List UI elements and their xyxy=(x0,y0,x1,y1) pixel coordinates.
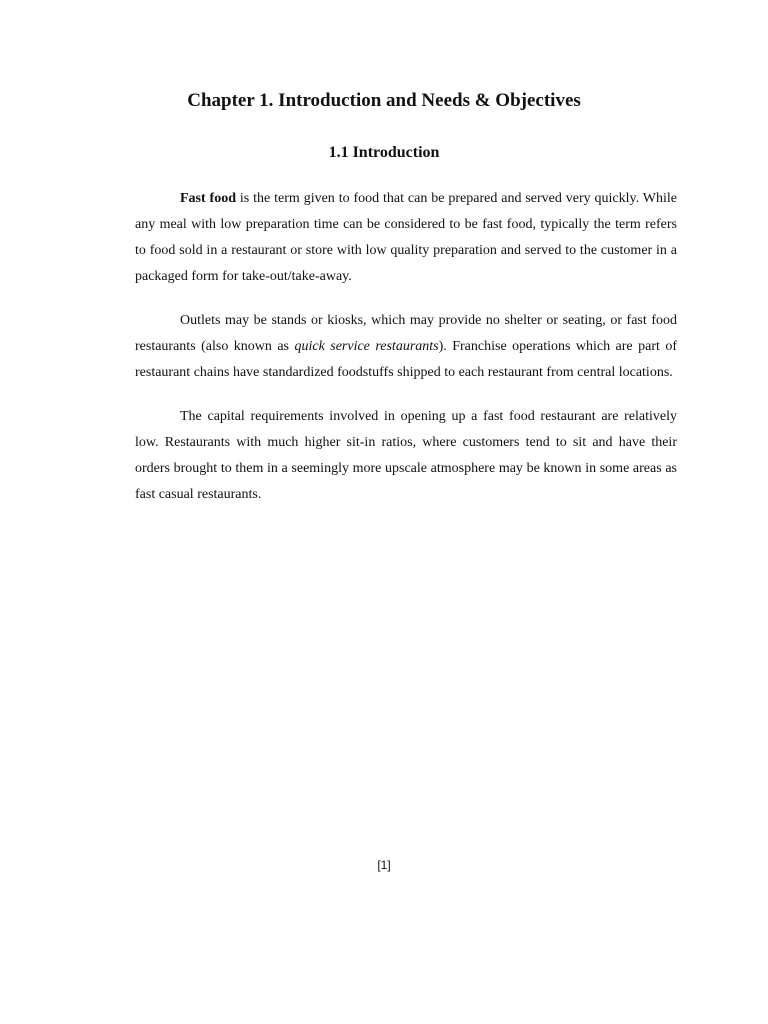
paragraph-capital-requirements-text: The capital requirements involved in opening up a fast food restaurant are relatively low. Restaurants with much higher sit-in ratios, where customers tend to sit and have their orders brought to them in a seemingly more upscale atmosphere may be known in some areas as fast casual restaurants. xyxy=(135,409,677,502)
paragraph-fast-food-text: is the term given to food that can be prepared and served very quickly. While any meal with low preparation time can be considered to be fast food, typically the term refers to food sold in a restaurant or store with low quality preparation and served to the customer in a packaged form for take-out/take-away. xyxy=(135,191,677,284)
page-number: [1] xyxy=(377,858,391,872)
term-fast-food: Fast food xyxy=(180,191,237,206)
paragraph-outlets-text-end: ). Franchise operations which are part of restaurant chains have standardized foodstuffs shipped to each restaurant from central locations. xyxy=(135,339,677,380)
paragraph-fast-food xyxy=(135,186,677,290)
term-quick-service-restaurants: quick service restaurants xyxy=(294,339,439,354)
paragraph-capital-requirements xyxy=(135,404,677,508)
paragraph-outlets-text-start: Outlets may be stands or kiosks, which may provide no shelter or seating, or fast food restaurants (also known as xyxy=(135,313,677,354)
chapter-title: Chapter 1. Introduction and Needs & Objectives xyxy=(187,90,581,111)
section-title: 1.1 Introduction xyxy=(328,144,440,161)
paragraph-outlets xyxy=(135,308,677,386)
body-text xyxy=(135,186,677,526)
